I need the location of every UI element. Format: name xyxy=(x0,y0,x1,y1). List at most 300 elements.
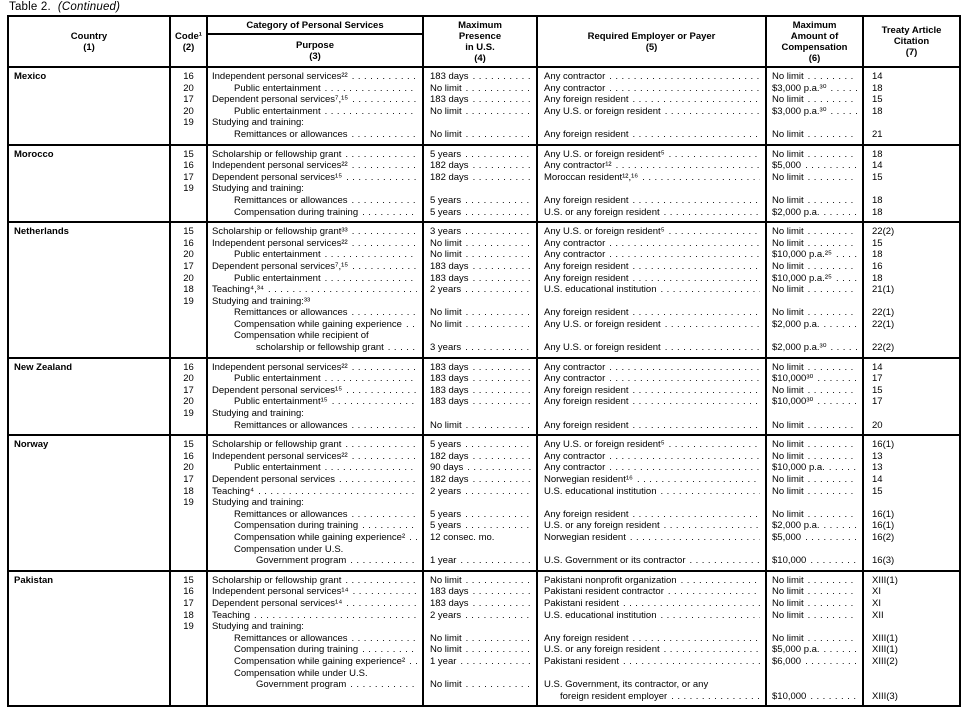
purpose-value xyxy=(208,362,422,374)
employer-value xyxy=(538,129,765,141)
dot-leader xyxy=(808,439,857,451)
treaty-citation-value-text: 16 xyxy=(872,260,883,272)
employer-value xyxy=(538,451,765,463)
dot-leader xyxy=(690,555,761,567)
compensation-value xyxy=(767,172,862,184)
purpose-value-text: Remittances or allowances xyxy=(234,632,348,644)
employer-cell xyxy=(536,572,765,706)
treaty-citation-value xyxy=(864,238,959,250)
dot-leader xyxy=(465,342,531,354)
dot-leader xyxy=(808,385,857,397)
code-value xyxy=(171,691,206,703)
employer-value xyxy=(538,555,765,567)
purpose-value-text: Scholarship or fellowship grant xyxy=(212,439,342,451)
code-value xyxy=(171,497,206,509)
employer-value xyxy=(538,462,765,474)
presence-value-text: 5 years xyxy=(430,206,462,218)
purpose-value xyxy=(208,486,422,498)
dot-leader xyxy=(362,520,417,532)
compensation-cell xyxy=(765,146,862,222)
dot-leader xyxy=(808,610,857,622)
compensation-value xyxy=(767,362,862,374)
dot-leader xyxy=(836,273,857,285)
treaty-citation-value-text: 17 xyxy=(872,373,883,385)
employer-value xyxy=(538,226,765,238)
table-title-text: Table 2. xyxy=(9,1,51,13)
compensation-value xyxy=(767,373,862,385)
purpose-value-text: Dependent personal services¹⁵ xyxy=(212,384,343,396)
treaty-citation-value xyxy=(864,474,959,486)
code-value xyxy=(171,509,206,521)
purpose-value-text: Public entertainment xyxy=(234,105,321,117)
code-value-text: 20 xyxy=(183,249,194,261)
presence-value-text: 5 years xyxy=(430,148,462,160)
dot-leader xyxy=(808,71,857,83)
dot-leader xyxy=(808,149,857,161)
dot-leader xyxy=(352,451,417,463)
treaty-cell xyxy=(862,146,959,222)
dot-leader xyxy=(352,129,417,141)
presence-value xyxy=(424,373,536,385)
treaty-citation-value xyxy=(864,117,959,129)
dot-leader xyxy=(808,195,857,207)
dot-leader xyxy=(345,439,417,451)
compensation-value-text: $5,000 xyxy=(772,160,802,172)
purpose-value xyxy=(208,261,422,273)
compensation-value xyxy=(767,679,862,691)
dot-leader xyxy=(817,373,857,385)
code-value-text: 18 xyxy=(183,485,194,497)
treaty-citation-value xyxy=(864,439,959,451)
treaty-citation-value xyxy=(864,342,959,354)
code-value-text: 17 xyxy=(183,171,194,183)
compensation-value-text: $10,000³⁰ xyxy=(772,396,814,408)
treaty-citation-value xyxy=(864,679,959,691)
employer-value-text: Any foreign resident xyxy=(544,128,629,140)
compensation-value xyxy=(767,420,862,432)
dot-leader xyxy=(808,226,857,238)
presence-value xyxy=(424,183,536,195)
treaty-citation-value-text: XIII(3) xyxy=(872,690,898,702)
employer-value-text: Norwegian resident¹⁶ xyxy=(544,474,633,485)
treaty-citation-value xyxy=(864,486,959,498)
dot-leader xyxy=(350,555,417,567)
presence-value-text: 90 days xyxy=(430,462,464,474)
compensation-value-text: No limit xyxy=(772,361,804,373)
country-name: Pakistan xyxy=(14,574,54,586)
compensation-value xyxy=(767,106,862,118)
compensation-value xyxy=(767,183,862,195)
dot-leader xyxy=(681,575,760,587)
country-cell xyxy=(9,359,169,435)
treaty-citation-value xyxy=(864,373,959,385)
presence-value xyxy=(424,621,536,633)
code-cell xyxy=(169,68,206,144)
header-purpose-label: Purpose xyxy=(295,39,334,51)
purpose-value-text: Independent personal services²² xyxy=(212,450,348,462)
employer-value-text: Norwegian resident xyxy=(544,531,626,543)
dot-leader xyxy=(810,555,857,567)
employer-value-text: Any contractor xyxy=(544,71,606,82)
code-value-text: 19 xyxy=(183,621,194,633)
employer-value-text: Any contractor xyxy=(544,82,606,94)
employer-value-text: U.S. educational institution xyxy=(544,609,657,621)
code-value xyxy=(171,462,206,474)
compensation-value xyxy=(767,555,862,567)
purpose-value xyxy=(208,307,422,319)
dot-leader xyxy=(609,238,760,250)
purpose-value-text: Public entertainment xyxy=(234,272,321,284)
presence-value xyxy=(424,117,536,129)
treaty-citation-value-text: 18 xyxy=(872,105,883,117)
dot-leader xyxy=(660,284,760,296)
code-value xyxy=(171,610,206,622)
purpose-value-text: Compensation under U.S. xyxy=(234,543,344,555)
purpose-value-text: Public entertainment xyxy=(234,462,321,474)
treaty-citation-value-text: 16(1) xyxy=(872,439,895,451)
dot-leader xyxy=(466,679,531,691)
dot-leader xyxy=(352,238,417,250)
compensation-value-text: $2,000 p.a. xyxy=(772,206,820,218)
employer-value-text: Any foreign resident xyxy=(544,632,629,644)
purpose-value xyxy=(208,408,422,420)
code-value xyxy=(171,330,206,342)
dot-leader xyxy=(609,451,760,463)
employer-value xyxy=(538,621,765,633)
compensation-value xyxy=(767,610,862,622)
compensation-value xyxy=(767,330,862,342)
compensation-value-text: No limit xyxy=(772,597,804,609)
compensation-value xyxy=(767,656,862,668)
code-value xyxy=(171,633,206,645)
presence-value-text: No limit xyxy=(430,644,462,656)
presence-value xyxy=(424,172,536,184)
compensation-value xyxy=(767,439,862,451)
code-value xyxy=(171,644,206,656)
treaty-citation-value xyxy=(864,94,959,106)
code-value xyxy=(171,172,206,184)
dot-leader xyxy=(805,656,857,668)
code-value-text: 20 xyxy=(183,105,194,117)
treaty-citation-value xyxy=(864,633,959,645)
presence-value xyxy=(424,385,536,397)
compensation-value xyxy=(767,117,862,129)
treaty-citation-value-text: 21(1) xyxy=(872,284,895,296)
compensation-value xyxy=(767,520,862,532)
dot-leader xyxy=(633,129,761,141)
treaty-citation-value xyxy=(864,668,959,680)
dot-leader xyxy=(473,172,531,184)
code-value-text: 15 xyxy=(183,439,194,451)
treaty-citation-value xyxy=(864,451,959,463)
dot-leader xyxy=(808,474,857,486)
table-body xyxy=(9,66,959,705)
code-value-text: 17 xyxy=(183,474,194,485)
treaty-citation-value xyxy=(864,273,959,285)
purpose-value xyxy=(208,474,422,486)
country-section xyxy=(9,434,959,570)
dot-leader xyxy=(824,207,857,219)
code-value xyxy=(171,296,206,308)
presence-value-text: No limit xyxy=(430,82,462,94)
presence-value-text: 5 years xyxy=(430,194,462,206)
purpose-value xyxy=(208,172,422,184)
header-treaty-line2: Citation xyxy=(893,36,930,47)
presence-value xyxy=(424,451,536,463)
purpose-value-text: Compensation during training xyxy=(234,644,359,656)
purpose-value-text: Scholarship or fellowship grant xyxy=(212,148,342,160)
purpose-value-text: Independent personal services²² xyxy=(212,71,348,82)
country-name: Norway xyxy=(14,439,49,451)
presence-value xyxy=(424,509,536,521)
treaty-citation-value-text: 18 xyxy=(872,82,883,94)
dot-leader xyxy=(346,172,417,184)
purpose-value xyxy=(208,149,422,161)
treaty-table xyxy=(7,15,961,707)
treaty-citation-value xyxy=(864,307,959,319)
treaty-citation-value xyxy=(864,610,959,622)
code-value xyxy=(171,362,206,374)
presence-cell xyxy=(422,68,536,144)
compensation-value xyxy=(767,497,862,509)
code-value xyxy=(171,555,206,567)
compensation-value xyxy=(767,129,862,141)
dot-leader xyxy=(810,691,857,703)
purpose-value xyxy=(208,195,422,207)
dot-leader xyxy=(633,307,761,319)
compensation-value xyxy=(767,296,862,308)
header-presence-line3: in U.S. xyxy=(465,41,495,53)
dot-leader xyxy=(466,83,531,95)
compensation-cell xyxy=(765,359,862,435)
compensation-value-text: $10,000 p.a.²⁵ xyxy=(772,272,832,284)
treaty-cell xyxy=(862,436,959,570)
treaty-citation-value-text: 22(1) xyxy=(872,307,895,319)
employer-value xyxy=(538,249,765,261)
presence-value-text: 182 days xyxy=(430,160,469,172)
header-presence xyxy=(422,17,536,66)
presence-cell xyxy=(422,572,536,706)
purpose-value-text: Teaching⁴,³⁴ xyxy=(212,284,264,296)
purpose-value-text: Dependent personal services¹⁵ xyxy=(212,171,343,183)
employer-value-text: Any U.S. or foreign resident⁵ xyxy=(544,226,665,238)
code-value xyxy=(171,474,206,486)
purpose-value xyxy=(208,284,422,296)
code-cell xyxy=(169,436,206,570)
dot-leader xyxy=(465,439,531,451)
purpose-value xyxy=(208,373,422,385)
dot-leader xyxy=(831,83,857,95)
treaty-citation-value-text: 16(1) xyxy=(872,508,895,520)
employer-value-text: U.S. or any foreign resident xyxy=(544,206,660,218)
employer-value xyxy=(538,373,765,385)
purpose-value xyxy=(208,129,422,141)
treaty-citation-value-text: XII xyxy=(872,609,884,621)
dot-leader xyxy=(362,644,417,656)
presence-value xyxy=(424,598,536,610)
compensation-value-text: $10,000 xyxy=(772,690,807,702)
compensation-value xyxy=(767,451,862,463)
employer-value-text: Any U.S. or foreign resident⁵ xyxy=(544,148,665,160)
dot-leader xyxy=(473,396,531,408)
header-presence-line2: Presence xyxy=(458,30,502,42)
dot-leader xyxy=(831,106,857,118)
presence-value xyxy=(424,408,536,420)
compensation-value-text: $10,000 xyxy=(772,555,807,567)
dot-leader xyxy=(352,633,417,645)
dot-leader xyxy=(808,586,857,598)
treaty-citation-value xyxy=(864,621,959,633)
header-employer-number: (5) xyxy=(645,41,658,53)
dot-leader xyxy=(268,284,417,296)
presence-value xyxy=(424,497,536,509)
treaty-citation-value-text: 15 xyxy=(872,485,883,497)
treaty-citation-value xyxy=(864,575,959,587)
employer-value xyxy=(538,575,765,587)
header-purpose-number: (3) xyxy=(309,50,321,62)
code-value-text: 15 xyxy=(183,148,194,160)
dot-leader xyxy=(352,362,417,374)
purpose-value xyxy=(208,691,422,703)
compensation-value-text: No limit xyxy=(772,284,804,296)
code-value xyxy=(171,319,206,331)
dot-leader xyxy=(352,226,417,238)
code-value-text: 20 xyxy=(183,396,194,408)
dot-leader xyxy=(473,94,531,106)
dot-leader xyxy=(473,373,531,385)
dot-leader xyxy=(669,439,760,451)
compensation-value-text: $3,000 p.a.³⁰ xyxy=(772,105,827,117)
compensation-value-text: No limit xyxy=(772,586,804,598)
presence-value xyxy=(424,207,536,219)
compensation-value xyxy=(767,249,862,261)
employer-value xyxy=(538,284,765,296)
presence-value xyxy=(424,633,536,645)
presence-value xyxy=(424,226,536,238)
compensation-value-text: No limit xyxy=(772,419,804,431)
dot-leader xyxy=(409,656,417,668)
treaty-citation-value xyxy=(864,129,959,141)
presence-value xyxy=(424,307,536,319)
compensation-value-text: No limit xyxy=(772,226,804,238)
purpose-value-text: Teaching⁴ xyxy=(212,485,255,497)
dot-leader xyxy=(642,172,760,184)
presence-value-text: 2 years xyxy=(430,485,462,497)
employer-value-text: Any foreign resident xyxy=(544,384,629,396)
employer-value xyxy=(538,385,765,397)
dot-leader xyxy=(609,71,760,83)
header-treaty-number: (7) xyxy=(905,47,918,58)
dot-leader xyxy=(473,160,531,172)
employer-value-text: Any U.S. or foreign resident xyxy=(544,105,661,117)
dot-leader xyxy=(409,532,417,544)
dot-leader xyxy=(353,586,417,598)
treaty-citation-value xyxy=(864,149,959,161)
code-value-text: 17 xyxy=(183,384,194,396)
code-value xyxy=(171,117,206,129)
dot-leader xyxy=(623,656,760,668)
compensation-value-text: No limit xyxy=(772,94,804,106)
code-value xyxy=(171,94,206,106)
employer-value xyxy=(538,195,765,207)
presence-value xyxy=(424,555,536,567)
presence-value xyxy=(424,610,536,622)
code-value xyxy=(171,396,206,408)
dot-leader xyxy=(352,261,417,273)
purpose-value xyxy=(208,207,422,219)
purpose-value-text: Compensation while gaining experience² xyxy=(234,531,406,543)
dot-leader xyxy=(609,83,760,95)
code-value-text: 20 xyxy=(183,462,194,474)
employer-value xyxy=(538,474,765,486)
purpose-value xyxy=(208,385,422,397)
treaty-citation-value xyxy=(864,544,959,556)
dot-leader xyxy=(466,129,531,141)
dot-leader xyxy=(808,633,857,645)
dot-leader xyxy=(808,284,857,296)
purpose-cell xyxy=(206,436,422,570)
dot-leader xyxy=(466,307,531,319)
dot-leader xyxy=(345,149,417,161)
code-value xyxy=(171,598,206,610)
dot-leader xyxy=(808,575,857,587)
presence-cell xyxy=(422,223,536,357)
dot-leader xyxy=(460,656,531,668)
dot-leader xyxy=(473,273,531,285)
purpose-value-text: Studying and training: xyxy=(212,497,304,509)
code-value-text: 20 xyxy=(183,272,194,284)
code-value xyxy=(171,149,206,161)
employer-value xyxy=(538,330,765,342)
compensation-value xyxy=(767,462,862,474)
presence-value-text: 12 consec. mo. xyxy=(430,531,495,543)
header-country-number: (1) xyxy=(83,41,95,53)
code-value xyxy=(171,160,206,172)
presence-value-text: 2 years xyxy=(430,609,462,621)
dot-leader xyxy=(609,373,760,385)
dot-leader xyxy=(630,532,760,544)
purpose-value xyxy=(208,183,422,195)
purpose-value xyxy=(208,497,422,509)
header-employer-label: Required Employer or Payer xyxy=(587,30,716,42)
purpose-value xyxy=(208,679,422,691)
dot-leader xyxy=(633,94,761,106)
purpose-cell xyxy=(206,359,422,435)
compensation-cell xyxy=(765,223,862,357)
treaty-citation-value-text: XIII(1) xyxy=(872,644,898,656)
dot-leader xyxy=(258,486,417,498)
employer-value xyxy=(538,273,765,285)
compensation-value xyxy=(767,509,862,521)
dot-leader xyxy=(325,106,417,118)
code-value xyxy=(171,679,206,691)
presence-value-text: 5 years xyxy=(430,508,462,520)
dot-leader xyxy=(805,532,857,544)
dot-leader xyxy=(668,586,760,598)
code-cell xyxy=(169,359,206,435)
employer-value-text: Any contractor xyxy=(544,462,606,474)
compensation-value xyxy=(767,385,862,397)
employer-value-text: U.S. educational institution xyxy=(544,284,657,296)
code-value xyxy=(171,586,206,598)
presence-value xyxy=(424,520,536,532)
compensation-value xyxy=(767,307,862,319)
purpose-value xyxy=(208,586,422,598)
dot-leader xyxy=(325,373,417,385)
presence-value xyxy=(424,362,536,374)
purpose-value-text: Dependent personal services⁷,¹⁵ xyxy=(212,94,349,106)
purpose-value xyxy=(208,342,422,354)
